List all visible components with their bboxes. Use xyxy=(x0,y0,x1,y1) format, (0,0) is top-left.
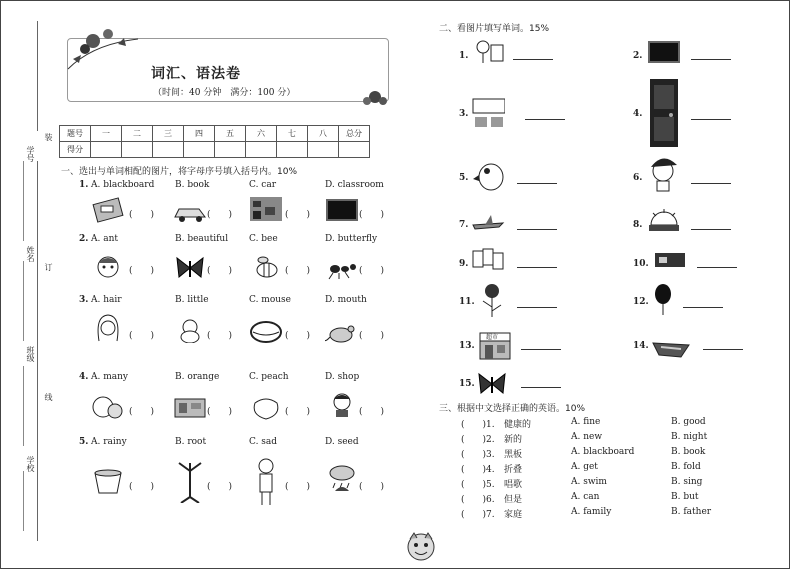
option-b: B. orange xyxy=(175,372,220,382)
answer-paren[interactable]: ( ) xyxy=(129,331,155,341)
score-cell: 七 xyxy=(277,126,308,142)
door-picture-icon xyxy=(647,77,681,149)
question-number: 7. xyxy=(459,220,469,230)
answer-paren[interactable]: ( ) xyxy=(359,482,385,492)
option-b: B. sing xyxy=(671,477,703,487)
shop-picture-icon xyxy=(173,393,207,419)
answer-paren[interactable]: ( )7. xyxy=(461,510,495,520)
answer-paren[interactable]: ( )1. xyxy=(461,420,495,430)
binding-mark-1: 装 xyxy=(44,133,53,141)
sad-boy-picture-icon xyxy=(249,457,283,507)
answer-blank[interactable] xyxy=(683,307,723,308)
beautiful-girl-picture-icon xyxy=(91,253,125,279)
question-number: 5. xyxy=(79,437,89,447)
answer-paren[interactable]: ( ) xyxy=(207,266,233,276)
option-b: B. beautiful xyxy=(175,234,229,244)
chick-picture-icon xyxy=(173,317,207,343)
option-b: B. little xyxy=(175,295,209,305)
binding-mark-2: 订 xyxy=(44,263,53,271)
answer-paren[interactable]: ( )6. xyxy=(461,495,495,505)
section2-heading: 二、看图片填写单词。15% xyxy=(439,24,550,34)
option-b: B. book xyxy=(175,180,210,190)
answer-paren[interactable]: ( ) xyxy=(359,210,385,220)
option-b: B. but xyxy=(671,492,699,502)
answer-paren[interactable]: ( ) xyxy=(207,407,233,417)
answer-paren[interactable]: ( ) xyxy=(207,210,233,220)
option-b: B. fold xyxy=(671,462,701,472)
section3-heading: 三、根据中文选择正确的英语。10% xyxy=(439,404,586,414)
option-a: A. blackboard xyxy=(91,180,155,190)
chinese-word: 唱歌 xyxy=(504,480,523,490)
score-cell: 三 xyxy=(153,126,184,142)
option-d: D. seed xyxy=(325,437,359,447)
answer-paren[interactable]: ( ) xyxy=(129,266,155,276)
option-a: A. get xyxy=(571,462,598,472)
answer-paren[interactable]: ( ) xyxy=(207,331,233,341)
butterfly-picture-icon xyxy=(475,371,509,397)
score-table-header-row xyxy=(60,126,370,142)
chinese-word: 折叠 xyxy=(504,465,523,475)
option-a: A. new xyxy=(571,432,603,442)
car-picture-icon xyxy=(173,199,207,225)
score-input[interactable] xyxy=(91,142,122,158)
balloon-picture-icon xyxy=(649,283,683,317)
answer-paren[interactable]: ( ) xyxy=(359,266,385,276)
score-cell: 二 xyxy=(122,126,153,142)
painter-picture-icon xyxy=(471,39,505,65)
seed-pot-picture-icon xyxy=(91,461,125,497)
answer-blank[interactable] xyxy=(521,349,561,350)
score-input[interactable] xyxy=(277,142,308,158)
chinese-word: 但是 xyxy=(504,495,523,505)
sunrise-picture-icon xyxy=(647,207,681,233)
score-cell: 四 xyxy=(184,126,215,142)
option-d: D. classroom xyxy=(325,180,384,190)
score-cell: 八 xyxy=(308,126,339,142)
chinese-word: 新的 xyxy=(504,435,523,445)
score-cell: 题号 xyxy=(60,126,91,142)
bee-picture-icon xyxy=(249,255,283,281)
option-d: D. butterfly xyxy=(325,234,378,244)
mouse-picture-icon xyxy=(325,319,359,345)
field-line xyxy=(23,161,24,241)
answer-paren[interactable]: ( )5. xyxy=(461,480,495,490)
score-input[interactable] xyxy=(339,142,370,158)
question-number: 10. xyxy=(633,259,649,269)
question-number: 5. xyxy=(459,173,469,183)
name-label: 姓名 xyxy=(26,246,35,262)
answer-blank[interactable] xyxy=(703,349,743,350)
answer-blank[interactable] xyxy=(517,307,557,308)
score-input[interactable] xyxy=(184,142,215,158)
answer-paren[interactable]: ( )3. xyxy=(461,450,495,460)
score-row-label: 得分 xyxy=(60,142,91,158)
book-picture-icon xyxy=(91,197,125,223)
score-input[interactable] xyxy=(308,142,339,158)
option-c: C. peach xyxy=(249,372,289,382)
field-line xyxy=(23,471,24,531)
answer-paren[interactable]: ( ) xyxy=(285,331,311,341)
answer-blank[interactable] xyxy=(517,229,557,230)
cards-picture-icon xyxy=(471,247,505,273)
answer-paren[interactable]: ( ) xyxy=(359,407,385,417)
rainy-cloud-picture-icon xyxy=(325,463,359,499)
answer-blank[interactable] xyxy=(517,267,557,268)
option-b: B. good xyxy=(671,417,706,427)
option-a: A. many xyxy=(91,372,129,382)
student-id-label: 学号 xyxy=(26,146,35,162)
page-title: 词汇、语法卷 xyxy=(151,66,241,82)
question-number: 12. xyxy=(633,297,649,307)
plane-picture-icon xyxy=(471,211,505,237)
question-number: 3. xyxy=(459,109,469,119)
question-number: 3. xyxy=(79,295,89,305)
classroom-picture-icon xyxy=(249,195,283,221)
score-cell: 一 xyxy=(91,126,122,142)
boat-picture-icon xyxy=(651,335,691,361)
bus-stop-picture-icon xyxy=(653,249,687,271)
answer-blank[interactable] xyxy=(691,183,731,184)
answer-blank[interactable] xyxy=(691,59,731,60)
option-c: C. sad xyxy=(249,437,278,447)
option-c: C. mouse xyxy=(249,295,291,305)
question-number: 2. xyxy=(633,51,643,61)
classroom-desks-picture-icon xyxy=(471,95,505,135)
score-table xyxy=(59,125,370,158)
question-number: 11. xyxy=(459,297,475,307)
binding-line-2 xyxy=(37,161,38,541)
answer-blank[interactable] xyxy=(691,119,731,120)
answer-blank[interactable] xyxy=(513,59,553,60)
binding-mark-3: 线 xyxy=(44,393,53,401)
answer-paren[interactable]: ( ) xyxy=(129,210,155,220)
mascot-logo-icon xyxy=(404,529,438,563)
page-subtitle: （时间：40 分钟 满分：100 分） xyxy=(153,88,296,98)
mouth-picture-icon xyxy=(249,319,283,345)
option-a: A. rainy xyxy=(91,437,127,447)
field-line xyxy=(23,366,24,446)
score-input[interactable] xyxy=(246,142,277,158)
score-input[interactable] xyxy=(215,142,246,158)
section1-heading: 一、选出与单词相配的图片，将字母序号填入括号内。10% xyxy=(61,167,298,177)
blackboard-picture-icon xyxy=(325,197,359,223)
question-number: 1. xyxy=(79,180,89,190)
answer-paren[interactable]: ( ) xyxy=(285,210,311,220)
option-b: B. book xyxy=(671,447,706,457)
answer-paren[interactable]: ( )2. xyxy=(461,435,495,445)
option-a: A. ant xyxy=(91,234,118,244)
question-number: 1. xyxy=(459,51,469,61)
flower-decoration-icon xyxy=(63,19,143,74)
option-a: A. family xyxy=(571,507,612,517)
school-label: 学校 xyxy=(26,456,35,472)
option-a: A. hair xyxy=(91,295,122,305)
option-a: A. fine xyxy=(571,417,601,427)
class-label: 班级 xyxy=(26,346,35,362)
option-b: B. night xyxy=(671,432,708,442)
hair-girl-picture-icon xyxy=(91,311,125,351)
answer-paren[interactable]: ( ) xyxy=(129,407,155,417)
score-cell: 总分 xyxy=(339,126,370,142)
butterfly-picture-icon xyxy=(173,255,207,281)
question-number: 8. xyxy=(633,220,643,230)
answer-paren[interactable]: ( ) xyxy=(285,266,311,276)
chinese-word: 家庭 xyxy=(504,510,523,520)
score-input[interactable] xyxy=(153,142,184,158)
answer-paren[interactable]: ( ) xyxy=(285,482,311,492)
question-number: 14. xyxy=(633,341,649,351)
kid-cap-picture-icon xyxy=(647,151,681,193)
answer-blank[interactable] xyxy=(517,183,557,184)
many-kid-picture-icon xyxy=(325,391,359,417)
option-a: A. can xyxy=(571,492,600,502)
question-number: 9. xyxy=(459,259,469,269)
question-number: 15. xyxy=(459,379,475,389)
option-d: D. mouth xyxy=(325,295,367,305)
option-c: C. car xyxy=(249,180,276,190)
flower-corner-icon xyxy=(359,85,393,109)
field-line xyxy=(23,261,24,341)
answer-paren[interactable]: ( ) xyxy=(129,482,155,492)
score-input[interactable] xyxy=(122,142,153,158)
question-number: 4. xyxy=(633,109,643,119)
answer-blank[interactable] xyxy=(521,387,561,388)
score-cell: 五 xyxy=(215,126,246,142)
option-d: D. shop xyxy=(325,372,360,382)
score-table-score-row xyxy=(60,142,370,158)
chinese-word: 黑板 xyxy=(504,450,523,460)
answer-blank[interactable] xyxy=(691,229,731,230)
question-number: 2. xyxy=(79,234,89,244)
binding-line-1 xyxy=(37,21,38,131)
answer-paren[interactable]: ( ) xyxy=(359,331,385,341)
answer-blank[interactable] xyxy=(697,267,737,268)
flower-picture-icon xyxy=(475,281,509,319)
shop-sign-text: 超市 xyxy=(486,334,499,341)
option-c: C. bee xyxy=(249,234,278,244)
answer-paren[interactable]: ( ) xyxy=(207,482,233,492)
peach-picture-icon xyxy=(249,395,283,421)
question-number: 4. xyxy=(79,372,89,382)
option-b: B. root xyxy=(175,437,207,447)
answer-blank[interactable] xyxy=(525,119,565,120)
option-a: A. swim xyxy=(571,477,607,487)
question-number: 6. xyxy=(633,173,643,183)
answer-paren[interactable]: ( )4. xyxy=(461,465,495,475)
score-cell: 六 xyxy=(246,126,277,142)
orange-picture-icon xyxy=(91,393,125,419)
option-b: B. father xyxy=(671,507,712,517)
answer-paren[interactable]: ( ) xyxy=(285,407,311,417)
question-number: 13. xyxy=(459,341,475,351)
chinese-word: 健康的 xyxy=(504,420,532,430)
option-a: A. blackboard xyxy=(571,447,635,457)
bird-picture-icon xyxy=(473,157,507,195)
blackboard-picture-icon xyxy=(647,39,681,65)
ant-picture-icon xyxy=(325,255,359,281)
root-plant-picture-icon xyxy=(173,457,207,503)
